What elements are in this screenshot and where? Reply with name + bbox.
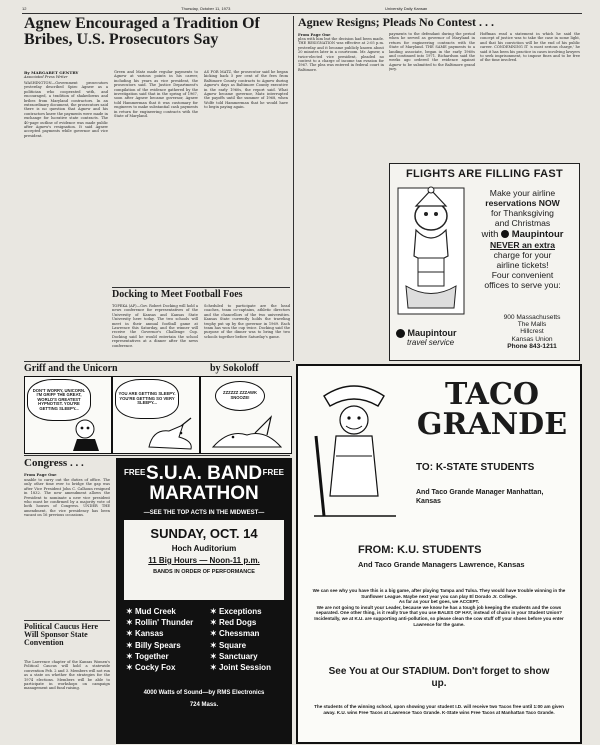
maupintour-logo-name: Maupintour: [407, 328, 457, 338]
comic-top-rule: [24, 361, 290, 362]
flights-ad-line-1: Make your airline: [489, 188, 556, 198]
flights-ad-address-4: Kansas Union: [511, 335, 553, 343]
flights-ad-line-2: reservations NOW: [485, 198, 560, 208]
taco-ad-body-3: We are not going to insult your Leader, because we know he has a tough job keeping the students and the cows separated. One other thing, is it really true that you use BALES OF HAY, instead of chairs in your Student Union?: [315, 604, 563, 616]
flights-ad-address-1: 900 Massachusetts: [503, 314, 561, 321]
folio-bar: [22, 6, 582, 14]
flights-ad-charge-4: offices to serve you:: [484, 280, 561, 290]
congress-headline: Congress . . .: [24, 457, 84, 469]
taco-ad-body: [308, 588, 570, 627]
agnew-bribes-column-1: WASHINGTON—Government prosecutors yesterday described Spiro Agnew as a politician who cooperated with, and encouraged, a tradition of shakedowns and bribes from Maryland contractors. In an extraordinary document, the prosecutors said there is no question that Agnew and his contractors knew the payments were made in exchange for lucrative state contracts. The 40-page outline of evidence was made public after Agnew's resignation. It said Agnew accepted payments while governor and vice president.: [24, 81, 108, 138]
comic-panel-2: [112, 376, 200, 454]
comic-panel-1-speech: DON'T WORRY, UNICORN. I'M GRIFF THE GREAT, WORLD'S GREATEST HYPNOTIST. YOU'RE GETTING SLEEPY...: [27, 379, 91, 421]
flights-ad[interactable]: [389, 163, 580, 361]
band-ad-band-left-3: ✶ Kansas: [126, 629, 164, 639]
folio-page-number: 12: [22, 6, 27, 11]
band-ad-date-panel: [124, 520, 284, 600]
flights-ad-charge-2: airline tickets!: [496, 260, 549, 270]
band-ad-band-right-1: ✶ Exceptions: [210, 607, 262, 616]
comic-byline: by Sokoloff: [210, 363, 259, 374]
caucus-top-rule: [24, 620, 110, 621]
docking-headline: Docking to Meet Football Foes: [112, 289, 243, 300]
docking-top-rule: [112, 287, 290, 288]
flights-ad-never: NEVER an extra: [490, 240, 555, 250]
taco-ad-body-2: As far as your bet goes, we ACCEPT.: [398, 599, 480, 605]
sleeping-figures-icon: [209, 413, 285, 451]
flights-ad-address-3: Hillcrest: [520, 328, 544, 336]
comic-panel-2-speech: YOU ARE GETTING SLEEPY. YOU'RE GETTING SO VERY SLEEPY...: [115, 379, 179, 419]
flights-ad-with: with: [481, 229, 499, 240]
band-ad-free-left: FREE: [124, 468, 146, 477]
band-ad-band-right-3: ✶ Chessman: [210, 629, 260, 639]
maupintour-logo: [396, 328, 476, 348]
agnew-bribes-column-2: Green and Matz made regular payments to Agnew at various points in his career, including his years as vice president, the prosecutors said. The Justice Department's compilation of the evidence gathered by the investigation said that in the spring of 1967, soon after Agnew became governor, Agnew told Hammerman that it was customary for engineers to make substantial cash payments in return for engineering contracts with the State of Maryland.: [114, 70, 198, 119]
taco-ad-title: [408, 377, 576, 442]
congress-body: unable to carry out the duties of office. The only other time ever to bridge the gap was after Vice President John C. Calhoun resigned in 1832. The new amendment allows the President to nominate a new vice president who must be confirmed by a majority vote of both houses of Congress. UNDER THE amendment, the vice presidency has been vacant on 16 previous occasions.: [24, 478, 110, 518]
resigns-column-1: plea with him but the decision had been made. THE RESIGNATION was effective at 2:05 p.m. yesterday and it became publicly known about 20 minutes later in a courtroom. Mr. Agnew, a twice-elected vice president, pleaded no contest to a charge of income tax evasion for 1967. The plea was entered in federal court in Baltimore.: [298, 37, 384, 72]
caucus-headline: Political Caucus Here Will Sponsor State Convention: [24, 622, 99, 648]
taco-ad-stadium: See You at Our STADIUM. Don't forget to show up.: [328, 666, 550, 689]
resigns-column-2: payments to the defendant during the period when he served as governor of Maryland in return for engineering contracts with the State of Maryland. THE SAME payments to a landing associate, began in the early 1960s and continued into 1971. Richardson said the weeks ago ordered the evidence against Agnew to be submitted to the Baltimore grand jury.: [389, 32, 475, 72]
resigns-column-3: Hoffman read a statement in which he said the concept of justice was to take the case in some light, and that his conviction will be the end of his public career. CONDEMNING IT 'a most serious charge,' he said it has been his practice in cases involving lawyers to seek imprisonment, to impose fines and to be free of the time involved.: [480, 32, 580, 63]
taco-ad-title-line-2: GRANDE: [416, 407, 568, 442]
band-ad-bands-right: [210, 606, 288, 673]
docking-column-1: TOPEKA (AP)—Gov. Robert Docking will hold a news conference for representatives of the University of Kansas and Kansas State University here today. The two schools will meet in their annual football game at Lawrence this Saturday, and the winner will receive the Governor's Challenge Cup. Docking said he would entertain the school representatives at a dinner after the news conference.: [112, 304, 198, 348]
caucus-body: The Lawrence chapter of the Kansas Women's Political Caucus will hold a statewide convention Feb. 2 and 3. Members will not run as a state on whether the strategies for the 1974 elections. Members will be able to participate in workshops on campaign management and fund raising.: [24, 660, 110, 691]
band-ad-band-left-2: ✶ Rollin' Thunder: [126, 618, 194, 628]
congress-continued-line: From Page One: [24, 472, 57, 477]
taco-ad-body-4: Incidentally, we at K.U. are supporting anti-pollution, so please clean the cow stuff off your shoes before you enter Lawrence for the game.: [314, 615, 564, 627]
maupintour-logo-tagline: travel service: [407, 338, 455, 348]
band-ad-band-left-6: ✶ Cocky Fox: [126, 663, 176, 673]
comic-panel-3: [200, 376, 292, 454]
maupintour-logo-icon: [396, 329, 405, 338]
band-ad-band-left-5: ✶ Together: [126, 651, 169, 661]
flights-ad-pitch: [470, 188, 575, 290]
band-ad-free-right: FREE: [262, 468, 284, 477]
flights-ad-address-2: The Malls: [517, 321, 547, 329]
folio-date: Thursday, October 11, 1973: [181, 6, 231, 11]
band-ad-band-right-6: ✶ Joint Session: [210, 663, 271, 673]
resigns-continued-line: From Page One: [298, 32, 331, 37]
band-ad-hours: 11 Big Hours — Noon-11 p.m.: [148, 556, 260, 565]
band-ad-title: S.U.A. BAND MARATHON: [145, 463, 263, 504]
flights-ad-charge-3: Four convenient: [491, 270, 554, 280]
maupintour-globe-icon: [501, 230, 509, 238]
docking-column-2: Scheduled to participate are the head coaches, team co-captains, athletic directors and the chancellors of the two universities. Kansas State currently holds the traveling trophy put up by the governor in 1969. Each team has won the cup twice. Docking said the purpose of the dinner was to bring the two schools together before Saturday's game.: [204, 304, 290, 339]
unicorn-character-icon: [143, 417, 197, 451]
taco-ad-from-sub: And Taco Grande Managers Lawrence, Kansas: [358, 560, 525, 569]
band-ad-subtitle: —SEE THE TOP ACTS IN THE MIDWEST—: [143, 510, 265, 516]
taco-ad-to-label: TO: K-STATE STUDENTS: [416, 462, 535, 473]
band-ad-sound: 4000 Watts of Sound—by RMS Electronics: [143, 690, 265, 696]
taco-ad-to-sub: And Taco Grande Manager Manhattan, Kansas: [416, 489, 544, 505]
band-ad-address: 724 Mass.: [189, 702, 219, 708]
flights-ad-line-3: for Thanksgiving: [491, 208, 554, 218]
flights-ad-charge-1: charge for your: [493, 250, 552, 260]
agnew-bribes-column-3: AS FOR MATZ, the prosecutor said he began kicking back 5 per cent of the fees from Baltimore County contracts to Agnew during Agnew's days as Baltimore County executive in the early 1960s, the report said. What Agnew became governor, Matz interrupted the payoffs until the summer of 1968, when Wolfe told Hammerman that he would have to begin paying again.: [204, 70, 288, 110]
band-ad-date: SUNDAY, OCT. 14: [150, 526, 258, 541]
taco-ad-from-label: FROM: K.U. STUDENTS: [358, 544, 482, 556]
taco-ad-footer: The students of the winning school, upon showing your student I.D. will receive two Tacos free until 1:00 am given away. K.U. wins Free Tacos at Lawrence Taco Grande. K-State wins Free Tacos at Manhattan Taco Grande.: [314, 704, 564, 715]
comic-panel-1: [24, 376, 112, 454]
folio-paper-name: University Daily Kansan: [385, 6, 428, 11]
resigns-headline: Agnew Resigns; Pleads No Contest . . .: [298, 15, 494, 29]
column-divider: [293, 16, 294, 361]
agnew-bribes-headline: Agnew Encouraged a Tradition Of Bribes, U.S. Prosecutors Say: [24, 15, 260, 49]
taco-grande-ad[interactable]: [296, 364, 582, 744]
band-ad-venue: Hoch Auditorium: [171, 544, 237, 553]
taco-ad-body-1: We can see why you have this is a big game, after playing Tampa and Tulsa. They would have trouble winning in the Sunflower League. Maybe next year you can play El Dorado Jr. College.: [312, 588, 566, 599]
flights-ad-phone: Phone 843-1211: [507, 342, 557, 350]
taco-mascot-illustration: [306, 376, 402, 526]
band-ad-band-left-4: ✶ Billy Spears: [126, 640, 181, 650]
comic-title: Griff and the Unicorn: [24, 363, 118, 374]
agnew-bribes-byline: By MARGARET GENTRY: [24, 70, 79, 75]
comic-panel-3-speech: ZZZZZZ ZZZAWK SNOOZE!: [215, 381, 265, 411]
band-ad-band-left-1: ✶ Mud Creek: [126, 607, 176, 616]
flights-ad-brand: Maupintour: [511, 229, 564, 240]
band-ad-bands-left: [126, 606, 206, 673]
band-ad-bands-header: BANDS IN ORDER OF PERFORMANCE: [153, 569, 255, 575]
agnew-bribes-wire: Associated Press Writer: [24, 75, 68, 79]
santa-turkey-illustration: [396, 186, 466, 316]
flights-ad-headline: FLIGHTS ARE FILLING FAST: [405, 168, 564, 180]
flights-ad-line-4: and Christmas: [494, 218, 551, 228]
congress-top-rule: [24, 455, 290, 456]
band-ad-band-right-5: ✶ Sanctuary: [210, 651, 258, 661]
flights-ad-addresses: [486, 314, 578, 350]
griff-character-icon: [65, 417, 109, 451]
band-marathon-ad[interactable]: [116, 458, 292, 744]
taco-ad-title-line-1: TACO: [445, 377, 539, 412]
band-ad-band-right-2: ✶ Red Dogs: [210, 618, 257, 628]
band-ad-band-right-4: ✶ Square: [210, 640, 247, 650]
